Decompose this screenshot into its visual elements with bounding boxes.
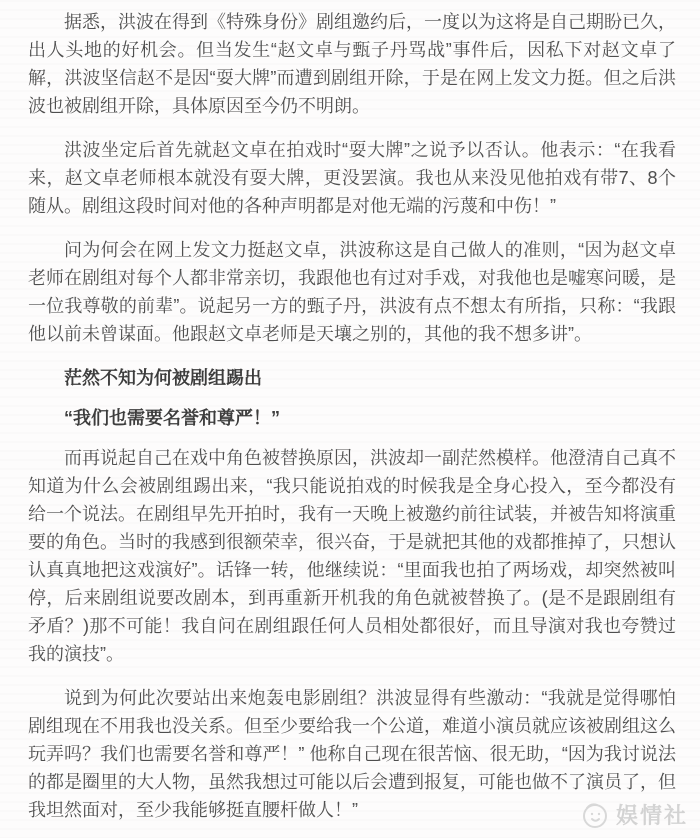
watermark-label: 娱情社	[615, 803, 688, 828]
watermark	[581, 799, 688, 830]
paragraph-3: 问为何会在网上发文力挺赵文卓，洪波称这是自己做人的准则，“因为赵文卓老师在剧组对每个人都非常亲切，我跟他也有过对手戏，对我他也是嘘寒问暖，是一位我尊敬的前辈”。说起另一方的甄子丹，洪波有点不想太有所指，只称：“我跟他以前未曾谋面。他跟赵文卓老师是天壤之别的，其他的我不想多讲”。	[28, 240, 676, 344]
watermark-face-icon	[581, 800, 611, 830]
paragraph-4: 而再说起自己在戏中角色被替换原因，洪波却一副茫然模样。他澄清自己真不知道为什么会被剧组踢出来，“我只能说拍戏的时候我是全身心投入，至今都没有给一个说法。在剧组早先开拍时，我有一天晚上被邀约前往试装，并被告知将演重要的角色。当时的我感到很额荣幸，很兴奋，于是就把其他的戏都推掉了，只想认认真真地把这戏演好”。话锋一转，他继续说：“里面我也拍了两场戏，却突然被叫停，后来剧组说要改剧本，到再重新开机我的角色就被替换了。(是不是跟剧组有矛盾？)那不可能！我自问在剧组跟任何人员相处都很好，而且导演对我也夸赞过我的演技”。	[28, 448, 676, 664]
section-heading-2: “我们也需要名誉和尊严！”	[64, 408, 280, 428]
article-body	[28, 8, 676, 824]
paragraph-1: 据悉，洪波在得到《特殊身份》剧组邀约后，一度以为这将是自己期盼已久，出人头地的好机会。但当发生“赵文卓与甄子丹骂战”事件后，因私下对赵文卓了解，洪波坚信赵不是因“耍大牌”而遭到剧组开除，于是在网上发文力挺。但之后洪波也被剧组开除，具体原因至今仍不明朗。	[28, 12, 676, 116]
section-heading-1: 茫然不知为何被剧组踢出	[64, 368, 262, 388]
paragraph-5: 说到为何此次要站出来炮轰电影剧组？洪波显得有些激动：“我就是觉得哪怕剧组现在不用我也没关系。但至少要给我一个公道，难道小演员就应该被剧组这么玩弄吗？我们也需要名誉和尊严！” 他称自己现在很苦恼、很无助，“因为我讨说法的都是圈里的大人物，虽然我想过可能以后会遭到报复，可能也做不了演员了，但我坦然面对，至少我能够挺直腰杆做人！”	[28, 688, 676, 820]
paragraph-2: 洪波坐定后首先就赵文卓在拍戏时“耍大牌”之说予以否认。他表示：“在我看来，赵文卓老师根本就没有耍大牌，更没罢演。我也从来没见他拍戏有带7、8个随从。剧组这段时间对他的各种声明都是对他无端的污蔑和中伤！”	[28, 140, 676, 216]
